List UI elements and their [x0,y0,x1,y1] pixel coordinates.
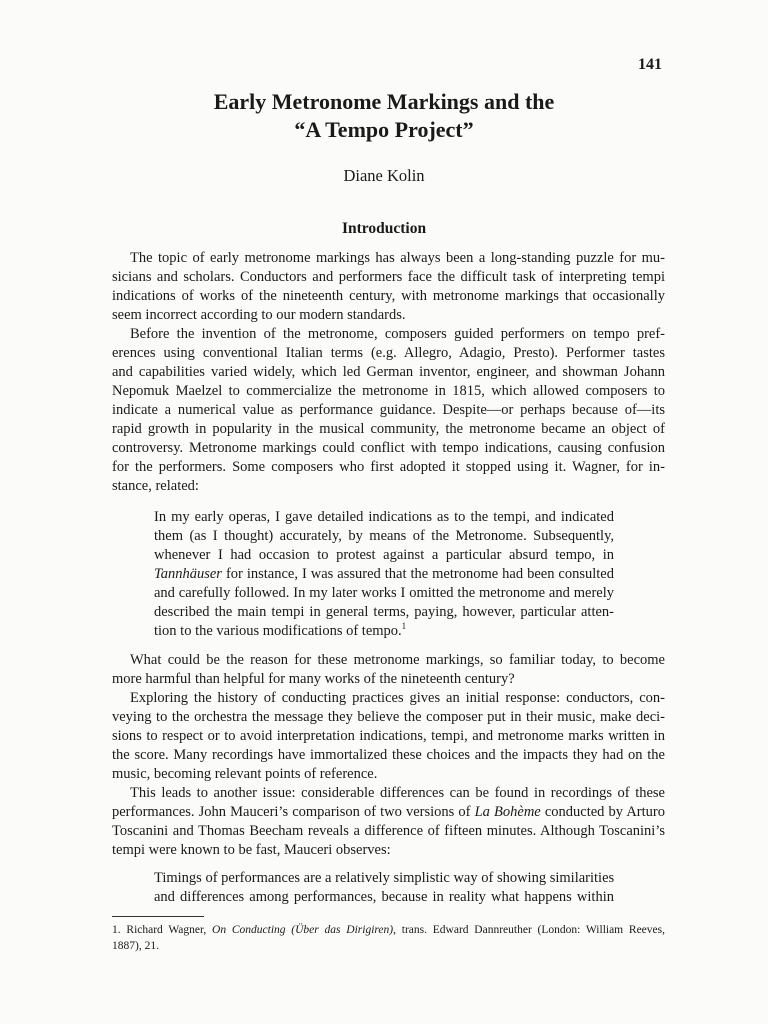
paragraph-line: indications of works of the nineteenth century, with metronome markings that occasionally [112,288,665,304]
quote-line: described the main tempi in general terms, paying, however, particular atten- [154,604,614,620]
quote-line: and carefully followed. In my later works I omitted the metronome and merely [154,585,614,601]
paragraph-line: tempi were known to be fast, Mauceri observes: [112,842,391,858]
footnote-reference[interactable]: 1 [401,621,407,632]
paragraph-line: rapid growth in popularity in the musical community, the metronome became an object of [112,421,665,437]
paragraph-line: and capabilities varied widely, which led German inventor, engineer, and showman Johann [112,364,665,380]
block-quote-1 [154,508,614,641]
quote-line: them (as I thought) accurately, by means of the Metronome. Subsequently, [154,528,614,544]
paragraph-2 [112,325,665,496]
quote-line: Timings of performances are a relatively simplistic way of showing similarities [154,870,615,886]
paragraph-line: for the performers. Some composers who first adopted it stopped using it. Wagner, for in- [112,459,665,475]
quote-line: whenever I had occasion to protest against a particular absurd tempo, in [154,547,614,563]
paragraph-1 [112,249,665,325]
opera-title-la-boheme: La Bohème [474,804,541,820]
quote-line: In my early operas, I gave detailed indications as to the tempi, and indicated [154,509,614,525]
paragraph-text: conducted by Arturo [540,804,665,820]
quote-line [154,622,614,641]
footnote-book-title: On Conducting (Über das Dirigiren) [212,924,394,936]
block-quote-2 [154,869,614,907]
quote-line: and differences among performances, because in reality what happens within [154,889,614,905]
article-title [0,88,768,144]
section-heading: Introduction [341,220,427,237]
paragraph-line: veying to the orchestra the message they believe the composer put in their music, make deci- [112,709,665,725]
paragraph-line: Toscanini and Thomas Beecham reveals a difference of fifteen minutes. Although Toscanini’s [112,823,665,839]
quote-line-text: tion to the various modifications of tempo. [154,623,402,639]
paragraph-line: This leads to another issue: considerable differences can be found in recordings of these [130,785,665,801]
paragraph-line: Before the invention of the metronome, composers guided performers on tempo pref- [130,326,665,342]
paragraph-line: The topic of early metronome markings has always been a long-standing puzzle for mu- [130,250,665,266]
paragraph-line: erences using conventional Italian terms (e.g. Allegro, Adagio, Presto). Performer tastes [112,345,665,361]
paragraph-line [112,803,665,822]
article-title-line-2: “A Tempo Project” [294,117,474,142]
paragraph-line: indicate a numerical value as performance guidance. Despite—or perhaps because of—its [112,402,665,418]
paragraph-4 [112,689,665,784]
paragraph-line: Nepomuk Maelzel to commercialize the metronome in 1815, which allowed composers to [112,383,665,399]
opera-title-tannhauser: Tannhäuser [154,566,222,582]
paragraph-line: more harmful than helpful for many works of the nineteenth century? [112,671,515,687]
paragraph-line: controversy. Metronome markings could conflict with tempo indications, causing confusion [112,440,665,456]
quote-line [154,565,614,584]
footnote-divider [112,916,204,917]
paragraph-3 [112,651,665,689]
paragraph-text: performances. John Mauceri’s comparison of two versions of [112,804,475,820]
paragraph-line: sicians and scholars. Conductors and performers face the difficult task of interpreting tempi [112,269,665,285]
footnote-line [112,922,665,938]
author-name: Diane Kolin [343,166,425,185]
paragraph-line: seem incorrect according to our modern standards. [112,307,406,323]
paragraph-line: the score. Many recordings have immortalized these choices and the impacts they had on the [112,747,665,763]
paragraph-line: What could be the reason for these metronome markings, so familiar today, to become [130,652,665,668]
paragraph-line: sions to respect or to avoid interpretation indications, tempi, and metronome marks written in [112,728,665,744]
footnote-1 [112,922,665,954]
footnote-text: 1. Richard Wagner, [112,924,213,936]
paragraph-5 [112,784,665,860]
footnote-text: , trans. Edward Dannreuther (London: William Reeves, [393,924,665,936]
article-title-line-1: Early Metronome Markings and the [213,89,555,114]
paragraph-line: Exploring the history of conducting practices gives an initial response: conductors, con- [130,690,665,706]
footnote-line: 1887), 21. [112,940,159,952]
paragraph-line: stance, related: [112,478,199,494]
paragraph-line: music, becoming relevant points of reference. [112,766,378,782]
page-number: 141 [638,56,662,73]
quote-line-text: for instance, I was assured that the metronome had been consulted [221,566,614,582]
